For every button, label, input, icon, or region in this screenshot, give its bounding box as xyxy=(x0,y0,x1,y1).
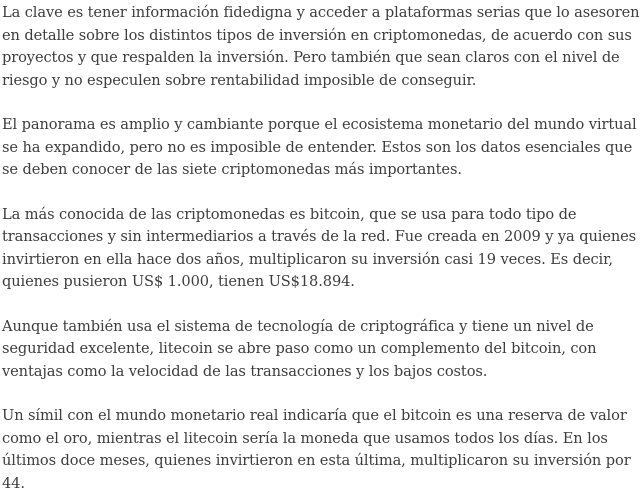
article-paragraph: Aunque también usa el sistema de tecnología de criptográfica y tiene un nivel de seguridad excelente, litecoin se abre paso como un complemento del bitcoin, con ventajas como la velocidad de las transacciones y los bajos costos. xyxy=(2,317,597,380)
article-body xyxy=(0,2,640,495)
article-paragraph: La más conocida de las criptomonedas es bitcoin, que se usa para todo tipo de transacciones y sin intermediarios a través de la red. Fue creada en 2009 y ya quienes invirtieron en ella hace dos años, multiplicaron su inversión casi 19 veces. Es decir, quienes pusieron US$ 1.000, tienen US$18.894. xyxy=(2,205,637,290)
article-paragraph: El panorama es amplio y cambiante porque el ecosistema monetario del mundo virtual se ha expandido, pero no es imposible de entender. Estos son los datos esenciales que se deben conocer de las siete criptomonedas más importantes. xyxy=(2,116,637,178)
article-paragraph: Un símil con el mundo monetario real indicaría que el bitcoin es una reserva de valor como el oro, mientras el litecoin sería la moneda que usamos todos los días. En los últimos doce meses, quienes invirtieron en esta última, multiplicaron su inversión por 44. xyxy=(2,407,631,492)
article-paragraph: La clave es tener información fidedigna y acceder a plataformas serias que lo asesoren en detalle sobre los distintos tipos de inversión en criptomonedas, de acuerdo con sus proyectos y que respalden la inversión. Pero también que sean claros con el nivel de riesgo y no especulen sobre rentabilidad imposible de conseguir. xyxy=(2,4,640,89)
